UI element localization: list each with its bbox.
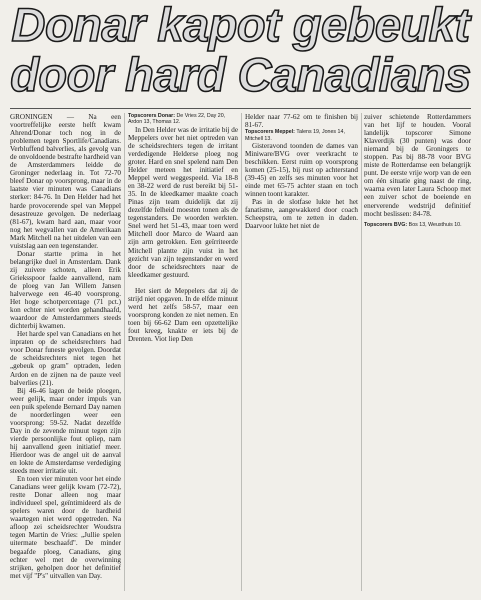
column-divider — [361, 113, 362, 591]
article-column-4 — [364, 113, 471, 228]
scorers-meppel: Topscorers Meppel: Talens 19, Jones 14, Mitchell 13. — [245, 129, 345, 142]
scorers-donar: Topscorers Donar: De Vries 22, Day 20, Ardon 13, Thomas 12. — [128, 113, 226, 126]
article-paragraph: Pas in de slotfase lukte het het fanatisme, aangewakkerd door coach Scheepstra, om te zetten in daden. Daarvoor lukte het niet de — [245, 198, 358, 231]
article-paragraph: Bij 46-46 lagen de beide ploegen, weer gelijk, maar onder impuls van een puik spelende Bernard Day namen de noorderlingen weer een voorsprong: 59-52. Nadat dezelfde Day in de zevende minuut tegen zijn vierde persoonlijke fout opliep, nam hij aanvallend geen initiatief meer. Hierdoor was de angel uit de aanval en lokte de Amsterdamse verdediging steeds meer irritatie uit. — [10, 386, 121, 476]
column-divider — [124, 113, 125, 591]
article-column-3 — [245, 113, 358, 230]
article-paragraph: zuiver schietende Rotterdammers van het lijf te houden. Vooral landelijk topscorer Simone Klaverdijk (30 punten) was door niemand bij de Groningers te stoppen. Pas bij 88-78 voor BVG miste de Rotterdamse een belangrijk punt. De eerste vrije worp van de een om één situatie ging naast de ring, waarna even later Laura Schoop met een zuiver schot de boeiende en enerverende wedstrijd definitief mocht beslissen: 84-78. — [364, 113, 471, 218]
article-column-1 — [10, 113, 121, 580]
article-paragraph: Het siert de Meppelers dat zij de strijd niet opgaven. In de elfde minuut werd het zelfs 58-57, maar een voorsprong konden ze niet nemen. En toen bij 66-62 Dam een opzettelijke fout kreeg, knakte er iets bij de Drenten. Viot liep Den — [128, 286, 238, 343]
column-divider — [241, 113, 242, 591]
article-paragraph: En toen vier minuten voor het einde Canadians weer gelijk kwam (72-72), restte Donar alleen nog maar individueel spel, geïntimideerd als de spelers waren door de hardheid waartegen niet werd opgetreden. Na afloop zei scheidsrechter Woudstra tegen Martin de Vries: „Jullie spelen uitermate beschaafd". De minder begaafde ploeg, Canadians, ging echter wel met de overwinning strijken, geholpen door het definitief met vijf "P's" uitvallen van Day. — [10, 475, 121, 580]
article-paragraph: Het harde spel van Canadians en het inpraten op de scheidsrechters had voor Donar funeste gevolgen. Doordat de scheidsrechters niet tegen het „gebeuk op gram" optraden, leden Ardon en de zijnen na de pauze veel balverlies (21). — [10, 330, 121, 387]
headline-line-2: door hard Canadians — [10, 48, 471, 101]
headline-rule — [10, 108, 471, 109]
article-column-2 — [128, 113, 238, 343]
headline — [0, 0, 481, 106]
scorers-bvg: Topscorers BVG: Bos 13, Weusthuis 10. — [364, 221, 462, 228]
article-paragraph: Gisteravond toonden de dames van Miniware/BVG over veerkracht te beschikken. Eerst ruim op voorsprong komen (25-15), bij rust op achterstand (39-45) en zelfs ses minuten voor het einde met 65-75 achter staan en toch winnen toont karakter. — [245, 141, 358, 199]
article-paragraph: In Den Helder was de irritatie bij de Meppelers over het niet optreden van de scheidsrechters tegen de irritant verdedigende Helderse ploeg nog groter. Hard en snel spelend nam Den Helder meteen het initiatief en Meppel werd weggespeeld. Via 18-8 en 38-22 werd de rust bereikt bij 51-35. In de kleedkamer maakte coach Pinas zijn team duidelijk dat zij dezelfde felheid moesten tonen als de tegenstanders. De woorden werkten. Snel werd het 51-43, maar toen werd Mitchell door Marco de Waard aan zijn arm getrokken. Een geïrriteerde Mitchell plantte zijn vuist in het gezicht van zijn tegenstander en werd door de scheidsrechters naar de kleedkamer gestuurd. — [128, 125, 238, 279]
article-paragraph: Helder naar 77-62 om te finishen bij 81-67. — [245, 113, 358, 130]
article-paragraph: Donar startte prima in het belangrijke duel in Amsterdam. Dank zij zuivere schoten, alleen Erik Grieksspoor faalde aanvallend, nam de ploeg van Jan Willem Jansen halverwege een 46-40 voorsprong. Het hoge schotpercentage (71 pct.) kon echter niet worden gehandhaafd, waardoor de Amsterdammers steeds dichterbij kwamen. — [10, 249, 121, 331]
headline-line-1: Donar kapot gebeukt — [11, 0, 470, 51]
article-paragraph: GRONINGEN — Na een voortreffelijke eerste helft kwam Ahrend/Donar toch nog in de problemen tegen Sportlife/Canadians. Verbluffend balverlies, als gevolg van de onvoldoende bestrafte hardheid van de Amsterdammers leidde de Groninger nederlaag in. Tot 72-70 bleef Donar op voorsprong, maar in de laatste vier minuten was Canadians sterker: 84-76. In Den Helder had het harde provocerende spel van Meppel desastreuze gevolgen. De nederlaag (81-67), kwam hard aan, maar voor nog het wegvallen van de Amerikaan Mark Mitchell na het uitdelen van een vuistslag aan een tegenstander. — [10, 113, 121, 250]
dateline: GRONINGEN — — [10, 113, 74, 121]
